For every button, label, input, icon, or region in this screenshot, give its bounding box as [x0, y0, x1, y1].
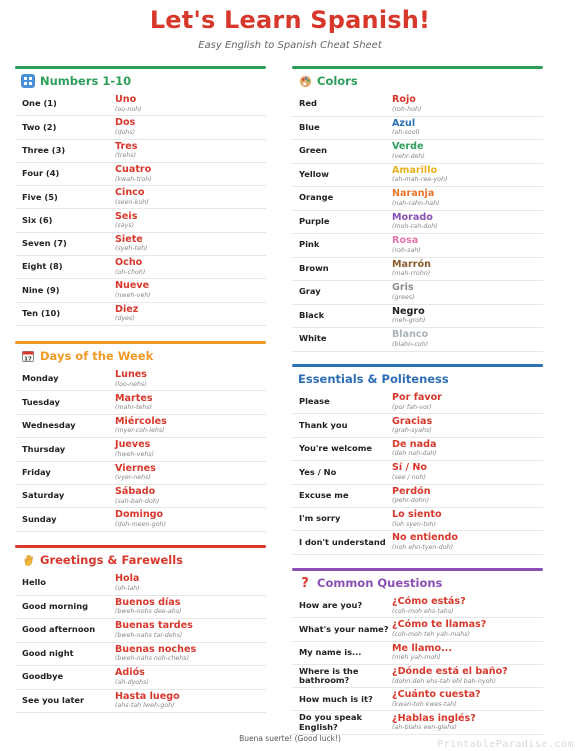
spanish-term: Nueve [115, 280, 150, 292]
translation [392, 236, 543, 254]
spanish-term: Sí / No [392, 462, 428, 474]
spanish-term: Morado [392, 211, 433, 223]
translation [392, 690, 543, 708]
translation [392, 213, 543, 231]
spanish-term: Negro [392, 305, 425, 317]
vocab-row [15, 303, 266, 326]
pronunciation: (grees) [392, 293, 415, 301]
spanish-term: ¿Cómo estás? [392, 596, 466, 608]
spanish-term: Adiós [115, 667, 145, 679]
pronunciation: (roh-hoh) [392, 105, 422, 113]
spanish-term: Gracias [392, 415, 433, 427]
translation [392, 330, 543, 348]
translation [115, 574, 266, 592]
translation [392, 283, 543, 301]
numbers-icon [21, 74, 35, 88]
spanish-term: Hola [115, 573, 140, 585]
english-term: Eight (8) [22, 261, 63, 272]
spanish-term: Rojo [392, 94, 416, 106]
translation [392, 620, 543, 638]
svg-text:17: 17 [24, 356, 32, 362]
vocab-row [292, 595, 543, 618]
pronunciation: (pehr-dohn) [392, 497, 430, 505]
translation [392, 440, 543, 458]
translation [392, 597, 543, 615]
spanish-term: No entiendo [392, 532, 458, 544]
pronunciation: (dyes) [115, 315, 135, 323]
translation [115, 440, 266, 458]
pronunciation: (oh-lah) [115, 584, 140, 592]
pronunciation: (mahr-tehs) [115, 404, 153, 412]
translation [115, 487, 266, 505]
english-term: Gray [299, 286, 321, 297]
vocab-row [292, 414, 543, 437]
english-term: How much is it? [299, 693, 373, 704]
spanish-term: Cuatro [115, 163, 152, 175]
section-questions [292, 568, 543, 735]
vocab-row [15, 368, 266, 391]
pronunciation: (kwah-troh) [115, 175, 152, 183]
spanish-term: Jueves [115, 439, 151, 451]
pronunciation: (vehr-deh) [392, 152, 425, 160]
english-term: Black [299, 309, 325, 320]
translation [392, 189, 543, 207]
english-term: Please [299, 396, 330, 407]
pronunciation: (meh yah-moh) [392, 654, 441, 662]
vocab-row [292, 234, 543, 258]
english-term: Do you speak English? [299, 712, 363, 732]
english-term: What's your name? [299, 623, 389, 634]
english-term: Two (2) [22, 121, 57, 132]
pronunciation: (moh-rah-doh) [392, 223, 438, 231]
english-term: I'm sorry [299, 513, 341, 524]
english-term: Where is the bathroom? [299, 665, 359, 686]
pronunciation: (ah-sool) [392, 129, 420, 137]
spanish-term: Diez [115, 303, 139, 315]
english-term: See you later [22, 694, 85, 705]
spanish-term: Dos [115, 117, 136, 129]
translation [392, 119, 543, 137]
spanish-term: Sábado [115, 486, 156, 498]
spanish-term: Buenas noches [115, 643, 197, 655]
spanish-term: ¿Hablas inglés? [392, 712, 476, 724]
english-term: Four (4) [22, 168, 60, 179]
translation [115, 510, 266, 528]
translation [115, 464, 266, 482]
english-term: Sunday [22, 513, 57, 524]
translation [115, 95, 266, 113]
vocab-row [292, 140, 543, 164]
vocab-row [292, 618, 543, 641]
pronunciation: (blahn-coh) [392, 340, 429, 348]
spanish-term: Azul [392, 117, 416, 129]
section-title: Colors [317, 74, 358, 88]
spanish-term: ¿Cuánto cuesta? [392, 689, 481, 701]
translation [392, 510, 543, 528]
section-colors [292, 66, 543, 352]
spanish-term: Lo siento [392, 509, 442, 521]
vocab-row [292, 665, 543, 688]
footer-text: Buena suerte! (Good luck!) [239, 734, 341, 743]
english-term: My name is... [299, 646, 362, 657]
english-term: Monday [22, 373, 59, 384]
spanish-term: Blanco [392, 329, 429, 341]
spanish-term: Tres [115, 140, 138, 152]
spanish-term: Seis [115, 210, 138, 222]
translation [115, 258, 266, 276]
spanish-term: Perdón [392, 485, 431, 497]
pronunciation: (bweh-nahs noh-chehs) [115, 655, 190, 663]
english-term: One (1) [22, 98, 57, 109]
waving-hand-icon [21, 553, 35, 567]
vocab-row [292, 688, 543, 711]
vocab-row [292, 117, 543, 141]
section-greetings [15, 545, 266, 713]
pronunciation: (sah-bah-doh) [115, 497, 160, 505]
spanish-term: ¿Dónde está el baño? [392, 665, 508, 677]
vocab-row [15, 690, 266, 714]
section-title: Greetings & Farewells [40, 553, 184, 567]
pronunciation: (doh-meen-goh) [115, 521, 167, 529]
section-header-colors [292, 69, 543, 93]
section-title: Essentials & Politeness [298, 372, 449, 386]
vocab-row [15, 485, 266, 508]
english-term: Nine (9) [22, 284, 60, 295]
vocab-row [15, 256, 266, 279]
pronunciation: (oh-choh) [115, 268, 146, 276]
pronunciation: (roh-sah) [392, 246, 421, 254]
translation [392, 417, 543, 435]
english-term: Pink [299, 239, 320, 250]
translation [392, 260, 543, 278]
vocab-row [15, 415, 266, 438]
vocab-row [15, 666, 266, 690]
question-mark-icon: ? [301, 575, 309, 591]
vocab-row [292, 508, 543, 531]
pronunciation: (loo-nehs) [115, 380, 147, 388]
translation [115, 370, 266, 388]
vocab-row [15, 93, 266, 116]
pronunciation: (vyer-nehs) [115, 474, 151, 482]
calendar-icon [21, 349, 35, 363]
section-header-greetings [15, 548, 266, 572]
english-term: Red [299, 98, 317, 109]
spanish-term: Verde [392, 141, 424, 153]
translation [392, 393, 543, 411]
pronunciation: (myer-coh-lehs) [115, 427, 165, 435]
spanish-term: Ocho [115, 257, 143, 269]
spanish-term: Martes [115, 392, 153, 404]
english-term: Five (5) [22, 191, 58, 202]
english-term: Yes / No [299, 466, 337, 477]
pronunciation: (mah-rrohn) [392, 270, 431, 278]
vocab-row [292, 258, 543, 282]
spanish-term: Naranja [392, 188, 435, 200]
translation [392, 714, 543, 732]
english-term: Seven (7) [22, 238, 67, 249]
translation [115, 305, 266, 323]
page-subtitle: Easy English to Spanish Cheat Sheet [198, 40, 382, 51]
pronunciation: (coh-moh ehs-tahs) [392, 607, 454, 615]
pronunciation: (ahs-tah lweh-goh) [115, 702, 175, 710]
spanish-term: Gris [392, 282, 414, 294]
spanish-term: Buenos días [115, 596, 181, 608]
pronunciation: (deh nah-dah) [392, 450, 437, 458]
spanish-term: Domingo [115, 509, 164, 521]
vocab-row [292, 461, 543, 484]
spanish-term: Buenas tardes [115, 620, 193, 632]
translation [392, 644, 543, 662]
english-term: Thank you [299, 419, 348, 430]
spanish-term: ¿Cómo te llamas? [392, 619, 487, 631]
pronunciation: (bweh-nahs tar-dehs) [115, 631, 183, 639]
spanish-term: Rosa [392, 235, 419, 247]
vocab-row [292, 305, 543, 329]
pronunciation: (loh syen-toh) [392, 520, 436, 528]
vocab-row [15, 233, 266, 256]
english-term: Good morning [22, 600, 89, 611]
vocab-row [292, 485, 543, 508]
vocab-row [15, 116, 266, 139]
vocab-row [15, 462, 266, 485]
pronunciation: (dohn-deh ehs-tah ehl bah-nyoh) [392, 677, 496, 685]
pronunciation: (says) [115, 222, 135, 230]
english-term: Brown [299, 262, 329, 273]
english-term: Saturday [22, 490, 65, 501]
translation [392, 533, 543, 551]
english-term: Hello [22, 577, 46, 588]
vocab-row [15, 596, 266, 620]
translation [392, 487, 543, 505]
vocab-row [292, 328, 543, 352]
english-term: You're welcome [299, 443, 373, 454]
pronunciation: (trehs) [115, 152, 137, 160]
spanish-term: Marrón [392, 258, 431, 270]
pronunciation: (ah-blahs een-glehs) [392, 724, 457, 732]
pronunciation: (kwan-toh kwes-tah) [392, 700, 457, 708]
vocab-row [292, 642, 543, 665]
english-term: Purple [299, 215, 330, 226]
spanish-term: Hasta luego [115, 690, 180, 702]
pronunciation: (por fah-vor) [392, 403, 432, 411]
translation [115, 692, 266, 710]
translation [115, 621, 266, 639]
vocab-row [15, 508, 266, 531]
spanish-term: Siete [115, 233, 143, 245]
section-numbers [15, 66, 266, 326]
pronunciation: (syeh-teh) [115, 245, 148, 253]
english-term: Good night [22, 647, 74, 658]
vocab-row [292, 438, 543, 461]
english-term: Green [299, 145, 328, 156]
vocab-row [15, 619, 266, 643]
vocab-row [15, 209, 266, 232]
section-header-questions [292, 571, 543, 595]
pronunciation: (noh ehn-tyen-doh) [392, 544, 454, 552]
english-term: I don't understand [299, 536, 386, 547]
translation [392, 142, 543, 160]
translation [115, 281, 266, 299]
section-header-essentials [292, 367, 543, 391]
spanish-term: Viernes [115, 462, 156, 474]
translation [115, 645, 266, 663]
translation [115, 235, 266, 253]
translation [392, 307, 543, 325]
english-term: Orange [299, 192, 334, 203]
english-term: Excuse me [299, 489, 349, 500]
pronunciation: (neh-groh) [392, 317, 426, 325]
translation [115, 212, 266, 230]
page-title: Let's Learn Spanish! [149, 6, 431, 34]
vocab-row [292, 211, 543, 235]
english-term: White [299, 333, 327, 344]
pronunciation: (dohs) [115, 128, 136, 136]
pronunciation: (coh-moh teh yah-mahs) [392, 630, 470, 638]
english-term: Goodbye [22, 671, 64, 682]
english-term: Blue [299, 121, 320, 132]
vocab-row [292, 391, 543, 414]
pronunciation: (see / noh) [392, 473, 426, 481]
vocab-row [292, 531, 543, 554]
vocab-row [15, 186, 266, 209]
translation [392, 95, 543, 113]
spanish-term: Cinco [115, 187, 145, 199]
translation [115, 668, 266, 686]
pronunciation: (nah-rahn-hah) [392, 199, 440, 207]
pronunciation: (hweh-vehs) [115, 450, 155, 458]
translation [115, 188, 266, 206]
english-term: How are you? [299, 600, 363, 611]
vocab-row [15, 391, 266, 414]
english-term: Six (6) [22, 214, 53, 225]
vocab-row [292, 187, 543, 211]
vocab-row [15, 279, 266, 302]
spanish-term: Lunes [115, 369, 147, 381]
pronunciation: (nweh-veh) [115, 292, 151, 300]
translation [115, 165, 266, 183]
pronunciation: (bweh-nohs dee-ahs) [115, 608, 182, 616]
pronunciation: (seen-koh) [115, 198, 149, 206]
vocab-row [292, 711, 543, 734]
translation [115, 417, 266, 435]
translation [115, 142, 266, 160]
english-term: Tuesday [22, 396, 60, 407]
english-term: Good afternoon [22, 624, 96, 635]
section-essentials [292, 364, 543, 555]
section-title: Numbers 1-10 [40, 74, 132, 88]
vocab-row [292, 93, 543, 117]
english-term: Thursday [22, 443, 66, 454]
vocab-row [15, 140, 266, 163]
palette-icon [298, 74, 312, 88]
vocab-row [15, 163, 266, 186]
vocab-row [15, 643, 266, 667]
english-term: Yellow [299, 168, 329, 179]
section-header-numbers [15, 69, 266, 93]
translation [115, 394, 266, 412]
english-term: Wednesday [22, 420, 76, 431]
section-days [15, 341, 266, 532]
pronunciation: (grah-syahs) [392, 427, 432, 435]
vocab-row [15, 438, 266, 461]
english-term: Friday [22, 466, 51, 477]
english-term: Ten (10) [22, 308, 61, 319]
vocab-row [292, 164, 543, 188]
translation [115, 598, 266, 616]
spanish-term: Miércoles [115, 415, 167, 427]
watermark: PrintableParadise.com [437, 739, 574, 750]
translation [392, 166, 543, 184]
section-title: Days of the Week [40, 349, 154, 363]
spanish-term: Amarillo [392, 164, 438, 176]
vocab-row [15, 572, 266, 596]
vocab-row [292, 281, 543, 305]
pronunciation: (ah-dyohs) [115, 678, 149, 686]
spanish-term: Uno [115, 94, 137, 106]
translation [392, 463, 543, 481]
spanish-term: Por favor [392, 392, 442, 404]
section-title: Common Questions [317, 576, 443, 590]
pronunciation: (ah-mah-ree-yoh) [392, 176, 448, 184]
section-header-days [15, 344, 266, 368]
english-term: Three (3) [22, 144, 66, 155]
translation [115, 118, 266, 136]
pronunciation: (oo-noh) [115, 105, 142, 113]
spanish-term: De nada [392, 438, 437, 450]
translation [392, 667, 543, 685]
spanish-term: Me llamo... [392, 642, 452, 654]
